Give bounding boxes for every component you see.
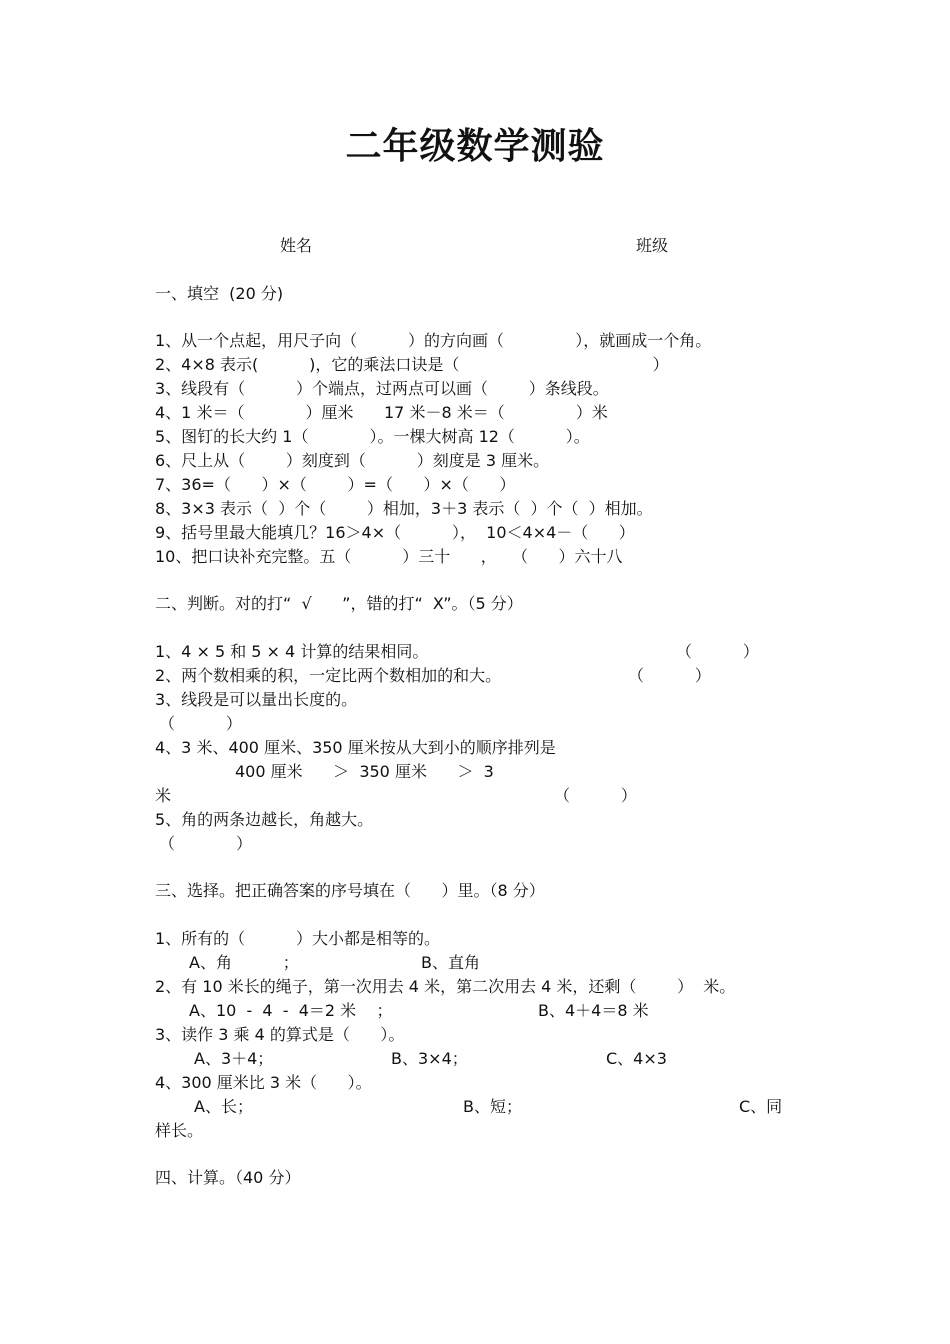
choice-item-2-option-b: B、4＋4＝8 米 bbox=[538, 1001, 649, 1020]
fill-item-3: 3、线段有（ ）个端点，过两点可以画（ ）条线段。 bbox=[155, 379, 609, 398]
choice-item-4-option-b: B、短； bbox=[463, 1097, 522, 1116]
fill-item-2: 2、4×8 表示( )，它的乘法口诀是（ ） bbox=[155, 355, 669, 374]
judge-item-5: 5、角的两条边越长，角越大。 bbox=[155, 810, 374, 829]
fill-item-10: 10、把口诀补充完整。五（ ）三十 ， （ ）六十八 bbox=[155, 547, 623, 566]
judge-item-1: 1、4 × 5 和 5 × 4 计算的结果相同。 bbox=[155, 642, 429, 661]
choice-item-3-option-a: A、3＋4； bbox=[194, 1049, 274, 1068]
choice-item-2-option-a: A、10 - 4 - 4＝2 米 ； bbox=[189, 1001, 393, 1020]
choice-item-3-option-c: C、4×3 bbox=[606, 1049, 667, 1068]
judge-item-3: 3、线段是可以量出长度的。 bbox=[155, 690, 358, 709]
fill-item-9: 9、括号里最大能填几？16＞4×（ ）， 10＜4×4－（ ） bbox=[155, 523, 635, 542]
fill-item-1: 1、从一个点起，用尺子向（ ）的方向画（ ），就画成一个角。 bbox=[155, 331, 712, 350]
judge-item-1-paren: （ ） bbox=[676, 642, 759, 661]
fill-item-6: 6、尺上从（ ）刻度到（ ）刻度是 3 厘米。 bbox=[155, 451, 550, 470]
judge-item-2: 2、两个数相乘的积，一定比两个数相加的和大。 bbox=[155, 666, 502, 685]
fill-item-4: 4、1 米＝（ ）厘米 17 米－8 米＝（ ）米 bbox=[155, 403, 608, 422]
section3-heading: 三、选择。把正确答案的序号填在（ ）里。（8 分） bbox=[155, 881, 545, 900]
judge-item-4-unit: 米 bbox=[155, 786, 172, 805]
choice-item-3-option-b: B、3×4； bbox=[391, 1049, 468, 1068]
choice-item-4-option-c-cont: 样长。 bbox=[155, 1121, 204, 1140]
section2-heading: 二、判断。对的打“ √ ”，错的打“ X”。（5 分） bbox=[155, 594, 523, 613]
fill-item-5: 5、图钉的长大约 1（ ）。一棵大树高 12（ ）。 bbox=[155, 427, 590, 446]
page-title: 二年级数学测验 bbox=[345, 126, 605, 167]
choice-item-1: 1、所有的（ ）大小都是相等的。 bbox=[155, 929, 441, 948]
choice-item-1-option-a: A、角 ； bbox=[189, 953, 299, 972]
choice-item-4: 4、300 厘米比 3 米（ ）。 bbox=[155, 1073, 372, 1092]
choice-item-3: 3、读作 3 乘 4 的算式是（ ）。 bbox=[155, 1025, 405, 1044]
judge-item-4-paren: （ ） bbox=[554, 786, 637, 805]
fill-item-7: 7、36=（ ）×（ ）=（ ）×（ ） bbox=[155, 475, 516, 494]
choice-item-2: 2、有 10 米长的绳子，第一次用去 4 米，第二次用去 4 米，还剩（ ） 米。 bbox=[155, 977, 736, 996]
judge-item-5-paren: （ ） bbox=[159, 834, 253, 853]
judge-item-3-paren: （ ） bbox=[159, 714, 242, 733]
name-label: 姓名 bbox=[280, 236, 313, 255]
choice-item-4-option-c: C、同 bbox=[739, 1097, 783, 1116]
choice-item-4-option-a: A、长； bbox=[194, 1097, 253, 1116]
choice-item-1-option-b: B、直角 bbox=[421, 953, 480, 972]
judge-item-2-paren: （ ） bbox=[628, 666, 711, 685]
judge-item-4-order: 400 厘米 ＞ 350 厘米 ＞ 3 bbox=[235, 762, 494, 781]
fill-item-8: 8、3×3 表示（ ）个（ ）相加，3＋3 表示（ ）个（ ）相加。 bbox=[155, 499, 653, 518]
judge-item-4: 4、3 米、400 厘米、350 厘米按从大到小的顺序排列是 bbox=[155, 738, 556, 757]
section1-heading: 一、填空 (20 分) bbox=[155, 284, 284, 303]
class-label: 班级 bbox=[636, 236, 669, 255]
section4-heading: 四、计算。（40 分） bbox=[155, 1168, 301, 1187]
